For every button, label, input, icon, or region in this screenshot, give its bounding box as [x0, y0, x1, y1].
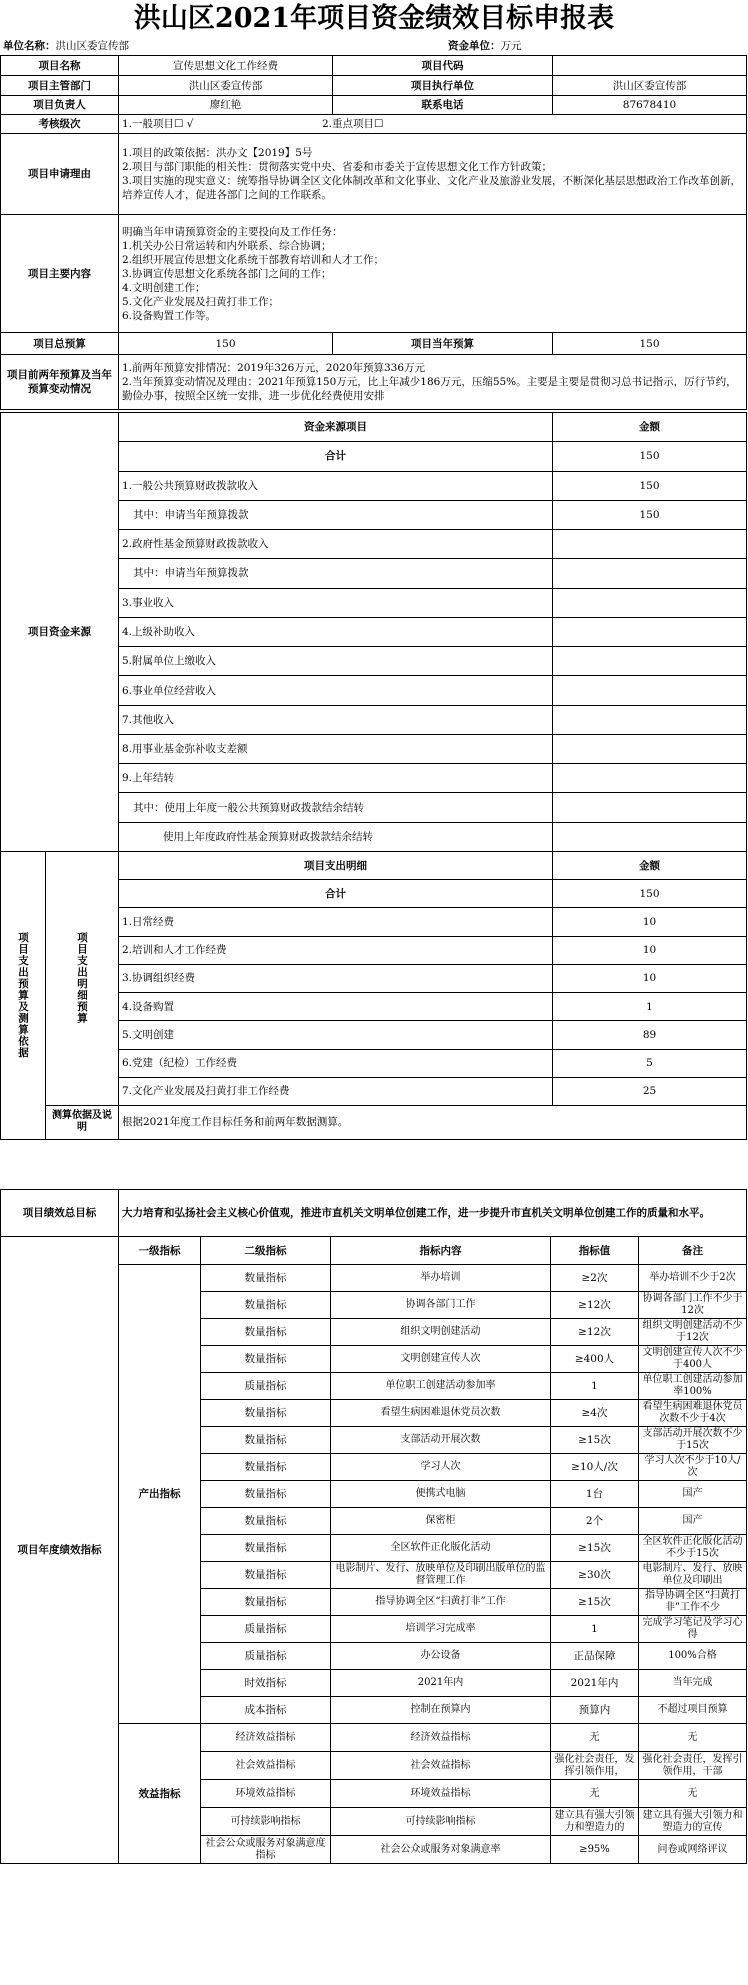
indicator-note: 当年完成 [639, 1670, 747, 1697]
indicator-note: 文明创建宣传人次不少于400人 [639, 1346, 747, 1373]
indicator-value: 建立具有强大引领力和塑造力的 [551, 1808, 639, 1836]
expense-col-header: 项目支出明细 [119, 852, 553, 880]
currency-unit: 资金单位：万元 [448, 40, 522, 52]
source-name: 7.其他收入 [119, 705, 553, 734]
label-goal: 项目绩效总目标 [1, 1190, 119, 1237]
indicator-l2: 数量指标 [201, 1481, 331, 1508]
indicator-note: 不超过项目预算 [639, 1697, 747, 1724]
source-name: 其中：申请当年预算拨款 [119, 559, 553, 588]
indicator-l2: 质量指标 [201, 1616, 331, 1643]
source-name: 3.事业收入 [119, 588, 553, 617]
source-amount: 150 [553, 471, 747, 500]
label-output: 产出指标 [119, 1265, 201, 1724]
reason-line: 2.项目与部门职能的相关性：贯彻落实党中央、省委和市委关于宣传思想文化工作方针政策； [122, 161, 553, 173]
indicator-value: 无 [551, 1780, 639, 1808]
indicator-l2: 数量指标 [201, 1265, 331, 1292]
reason-text [119, 134, 747, 215]
source-amount [553, 676, 747, 705]
label-expense-inner-text: 项目支出明细预算 [76, 932, 88, 1025]
page-title: 洪山区2021年项目资金绩效目标申报表 [133, 3, 615, 34]
source-amount [553, 617, 747, 646]
expense-amount: 1 [553, 993, 747, 1021]
label-basis: 测算依据及说明 [46, 1105, 119, 1139]
expense-amount: 25 [553, 1077, 747, 1105]
indicator-header: 指标值 [551, 1237, 639, 1265]
project-name: 宣传思想文化工作经费 [119, 56, 333, 76]
label-phone: 联系电话 [333, 96, 553, 115]
indicator-value: 正品保障 [551, 1643, 639, 1670]
indicator-note: 电影制片、发行、放映单位及印刷出 [639, 1562, 747, 1589]
level-options [119, 115, 747, 134]
reason-line: 3.项目实施的现实意义：统筹指导协调全区文化体制改革和文化事业、文化产业及旅游业发展，不断深化基层思想政治工作改革创新，培养宣传人才，促进各部门之间的工作联系。 [122, 175, 742, 201]
indicator-l2: 质量指标 [201, 1643, 331, 1670]
change-line: 2.当年预算变动情况及理由：2021年预算150万元，比上年减少186万元，压缩55%。主要是主要是贯彻习总书记指示，厉行节约，勤俭办事，按照全区统一安排，进一步优化经费使用安排 [122, 376, 737, 402]
indicator-content: 可持续影响指标 [331, 1808, 551, 1836]
indicator-content: 组织文明创建活动 [331, 1319, 551, 1346]
label-exec-unit: 项目执行单位 [333, 76, 553, 96]
label-total-budget: 项目总预算 [1, 333, 119, 355]
expense-name: 7.文化产业发展及扫黄打非工作经费 [119, 1077, 553, 1105]
indicator-value: ≥12次 [551, 1292, 639, 1319]
indicator-note: 单位职工创建活动参加率100% [639, 1373, 747, 1400]
basis-text: 根据2021年度工作目标任务和前两年数据测算。 [119, 1105, 747, 1139]
indicator-l2: 数量指标 [201, 1508, 331, 1535]
content-line: 2.组织开展宣传思想文化系统干部教育培训和人才工作； [122, 253, 385, 266]
indicator-value: ≥12次 [551, 1319, 639, 1346]
indicator-table [0, 1236, 747, 1864]
label-content: 项目主要内容 [1, 215, 119, 333]
indicator-content: 社会效益指标 [331, 1752, 551, 1780]
indicator-note: 100%合格 [639, 1643, 747, 1670]
indicator-note: 支部活动开展次数不少于15次 [639, 1427, 747, 1454]
indicator-note: 无 [639, 1780, 747, 1808]
basic-info-table [0, 55, 747, 134]
indicator-value: 无 [551, 1724, 639, 1752]
expense-name: 合计 [119, 880, 553, 908]
indicator-l2: 数量指标 [201, 1454, 331, 1481]
indicator-note: 国产 [639, 1481, 747, 1508]
source-amount [553, 793, 747, 822]
indicator-note: 建立具有强大引领力和塑造力的宣传 [639, 1808, 747, 1836]
unit-name: 单位名称：洪山区委宣传部 [3, 40, 129, 52]
indicator-l2: 数量指标 [201, 1346, 331, 1373]
source-col-header: 资金来源项目 [119, 413, 553, 442]
total-budget: 150 [119, 333, 333, 355]
expense-amount: 5 [553, 1049, 747, 1077]
expense-name: 5.文明创建 [119, 1021, 553, 1049]
indicator-l2: 数量指标 [201, 1292, 331, 1319]
source-amount: 150 [553, 442, 747, 471]
source-amount [553, 764, 747, 793]
indicator-content: 看望生病困难退休党员次数 [331, 1400, 551, 1427]
source-name: 4.上级补助收入 [119, 617, 553, 646]
source-amount [553, 734, 747, 763]
indicator-note: 组织文明创建活动不少于12次 [639, 1319, 747, 1346]
indicator-note: 学习人次不少于10人/次 [639, 1454, 747, 1481]
label-dept: 项目主管部门 [1, 76, 119, 96]
indicator-l2: 数量指标 [201, 1319, 331, 1346]
expense-amount: 10 [553, 936, 747, 964]
level-general: 1.一般项目☐ √ [122, 118, 194, 130]
source-amount [553, 530, 747, 559]
indicator-content: 协调各部门工作 [331, 1292, 551, 1319]
indicator-note: 国产 [639, 1508, 747, 1535]
indicator-content: 支部活动开展次数 [331, 1427, 551, 1454]
indicator-note: 无 [639, 1724, 747, 1752]
indicator-note: 问卷或网络评议 [639, 1836, 747, 1864]
indicator-note: 举办培训不少于2次 [639, 1265, 747, 1292]
source-amount [553, 559, 747, 588]
source-name: 使用上年度政府性基金预算财政拨款结余结转 [119, 822, 553, 851]
indicator-value: 1 [551, 1616, 639, 1643]
label-reason: 项目申请理由 [1, 134, 119, 215]
source-amount [553, 588, 747, 617]
indicator-value: ≥15次 [551, 1427, 639, 1454]
funding-source-table [0, 412, 747, 852]
goal-text: 大力培育和弘扬社会主义核心价值观，推进市直机关文明单位创建工作，进一步提升市直机关文明单位创建工作的质量和水平。 [119, 1190, 747, 1237]
content-line: 3.协调宣传思想文化系统各部门之间的工作； [122, 267, 332, 280]
content-line: 明确当年申请预算资金的主要投向及工作任务： [122, 225, 343, 238]
content-text [119, 215, 747, 333]
source-name: 其中：申请当年预算拨款 [119, 500, 553, 529]
indicator-value: 1台 [551, 1481, 639, 1508]
indicator-l2: 社会公众或服务对象满意度指标 [201, 1836, 331, 1864]
indicator-note: 看望生病困难退休党员次数不少于4次 [639, 1400, 747, 1427]
indicator-value: ≥10人/次 [551, 1454, 639, 1481]
expense-amount: 89 [553, 1021, 747, 1049]
indicator-l2: 数量指标 [201, 1400, 331, 1427]
indicator-value: 2021年内 [551, 1670, 639, 1697]
expense-name: 6.党建（纪检）工作经费 [119, 1049, 553, 1077]
indicator-l2: 时效指标 [201, 1670, 331, 1697]
source-amount: 150 [553, 500, 747, 529]
expense-table [0, 851, 747, 1140]
source-name: 9.上年结转 [119, 764, 553, 793]
indicator-l2: 可持续影响指标 [201, 1808, 331, 1836]
indicator-content: 经济效益指标 [331, 1724, 551, 1752]
dept: 洪山区委宣传部 [119, 76, 333, 96]
current-budget: 150 [553, 333, 747, 355]
label-budget-change: 项目前两年预算及当年预算变动情况 [1, 355, 119, 410]
label-expense-inner [46, 852, 119, 1106]
indicator-value: ≥2次 [551, 1265, 639, 1292]
source-name: 5.附属单位上缴收入 [119, 647, 553, 676]
indicator-value: ≥15次 [551, 1589, 639, 1616]
indicator-content: 社会公众或服务对象满意率 [331, 1836, 551, 1864]
indicator-header: 备注 [639, 1237, 747, 1265]
label-leader: 项目负责人 [1, 96, 119, 115]
expense-amount: 10 [553, 908, 747, 936]
indicator-content: 单位职工创建活动参加率 [331, 1373, 551, 1400]
expense-name: 3.协调组织经费 [119, 964, 553, 992]
indicator-note: 强化社会责任，发挥引领作用，干部 [639, 1752, 747, 1780]
indicator-l2: 数量指标 [201, 1535, 331, 1562]
exec-unit: 洪山区委宣传部 [553, 76, 747, 96]
indicator-value: ≥400人 [551, 1346, 639, 1373]
application-table [0, 133, 747, 410]
phone: 87678410 [553, 96, 747, 115]
expense-amount-header: 金额 [553, 852, 747, 880]
indicator-content: 控制在预算内 [331, 1697, 551, 1724]
reason-line: 1.项目的政策依据：洪办文【2019】5号 [122, 147, 313, 159]
content-line: 1.机关办公日常运转和内外联系、综合协调； [122, 239, 332, 252]
source-name: 合计 [119, 442, 553, 471]
source-name: 8.用事业基金弥补收支差额 [119, 734, 553, 763]
indicator-value: 2个 [551, 1508, 639, 1535]
indicator-l2: 数量指标 [201, 1427, 331, 1454]
indicator-content: 培训学习完成率 [331, 1616, 551, 1643]
expense-amount: 150 [553, 880, 747, 908]
indicator-value: 预算内 [551, 1697, 639, 1724]
label-current-budget: 项目当年预算 [333, 333, 553, 355]
indicator-value: ≥95% [551, 1836, 639, 1864]
source-amount [553, 647, 747, 676]
source-name: 其中：使用上年度一般公共预算财政拨款结余结转 [119, 793, 553, 822]
expense-name: 2.培训和人才工作经费 [119, 936, 553, 964]
indicator-header: 指标内容 [331, 1237, 551, 1265]
indicator-value: ≥30次 [551, 1562, 639, 1589]
indicator-content: 2021年内 [331, 1670, 551, 1697]
indicator-l2: 数量指标 [201, 1589, 331, 1616]
indicator-value: 强化社会责任，发挥引领作用， [551, 1752, 639, 1780]
content-line: 4.文明创建工作； [122, 281, 206, 294]
source-name: 2.政府性基金预算财政拨款收入 [119, 530, 553, 559]
indicator-header: 一级指标 [119, 1237, 201, 1265]
source-name: 1.一般公共预算财政拨款收入 [119, 471, 553, 500]
label-project-name: 项目名称 [1, 56, 119, 76]
source-amount [553, 822, 747, 851]
indicator-content: 电影制片、发行、放映单位及印刷出版单位的监督管理工作 [331, 1562, 551, 1589]
label-project-code: 项目代码 [333, 56, 553, 76]
label-funding-source: 项目资金来源 [1, 413, 119, 852]
indicator-value: ≥15次 [551, 1535, 639, 1562]
project-code [553, 56, 747, 76]
expense-name: 4.设备购置 [119, 993, 553, 1021]
indicator-content: 全区软件正化版化活动 [331, 1535, 551, 1562]
indicator-content: 便携式电脑 [331, 1481, 551, 1508]
label-indicators: 项目年度绩效指标 [1, 1237, 119, 1864]
indicator-note: 协调各部门工作不少于12次 [639, 1292, 747, 1319]
indicator-content: 环境效益指标 [331, 1780, 551, 1808]
indicator-l2: 社会效益指标 [201, 1752, 331, 1780]
level-key: 2.重点项目☐ [322, 118, 384, 130]
content-line: 5.文化产业发展及扫黄打非工作； [122, 295, 280, 308]
indicator-value: 1 [551, 1373, 639, 1400]
indicator-value: ≥4次 [551, 1400, 639, 1427]
indicator-l2: 数量指标 [201, 1562, 331, 1589]
indicator-note: 指导协调全区“扫黄打非”工作不少 [639, 1589, 747, 1616]
label-level: 考核级次 [1, 115, 119, 134]
indicator-content: 文明创建宣传人次 [331, 1346, 551, 1373]
leader: 廖红艳 [119, 96, 333, 115]
source-name: 6.事业单位经营收入 [119, 676, 553, 705]
indicator-content: 举办培训 [331, 1265, 551, 1292]
label-expense-outer [1, 852, 46, 1140]
content-line: 6.设备购置工作等。 [122, 309, 217, 322]
indicator-content: 保密柜 [331, 1508, 551, 1535]
indicator-header: 二级指标 [201, 1237, 331, 1265]
indicator-content: 指导协调全区“扫黄打非”工作 [331, 1589, 551, 1616]
indicator-l2: 经济效益指标 [201, 1724, 331, 1752]
indicator-l2: 成本指标 [201, 1697, 331, 1724]
label-benefit: 效益指标 [119, 1724, 201, 1864]
indicator-note: 全区软件正化版化活动不少于15次 [639, 1535, 747, 1562]
indicator-l2: 质量指标 [201, 1373, 331, 1400]
source-amount [553, 705, 747, 734]
expense-name: 1.日常经费 [119, 908, 553, 936]
indicator-note: 完成学习笔记及学习心得 [639, 1616, 747, 1643]
change-line: 1.前两年预算安排情况：2019年326万元，2020年预算336万元 [122, 362, 426, 374]
goal-table [0, 1189, 747, 1237]
expense-amount: 10 [553, 964, 747, 992]
indicator-content: 学习人次 [331, 1454, 551, 1481]
label-expense-outer-text: 项目支出预算及测算依据 [17, 932, 29, 1059]
budget-change-text [119, 355, 747, 410]
indicator-content: 办公设备 [331, 1643, 551, 1670]
amount-col-header: 金额 [553, 413, 747, 442]
indicator-l2: 环境效益指标 [201, 1780, 331, 1808]
